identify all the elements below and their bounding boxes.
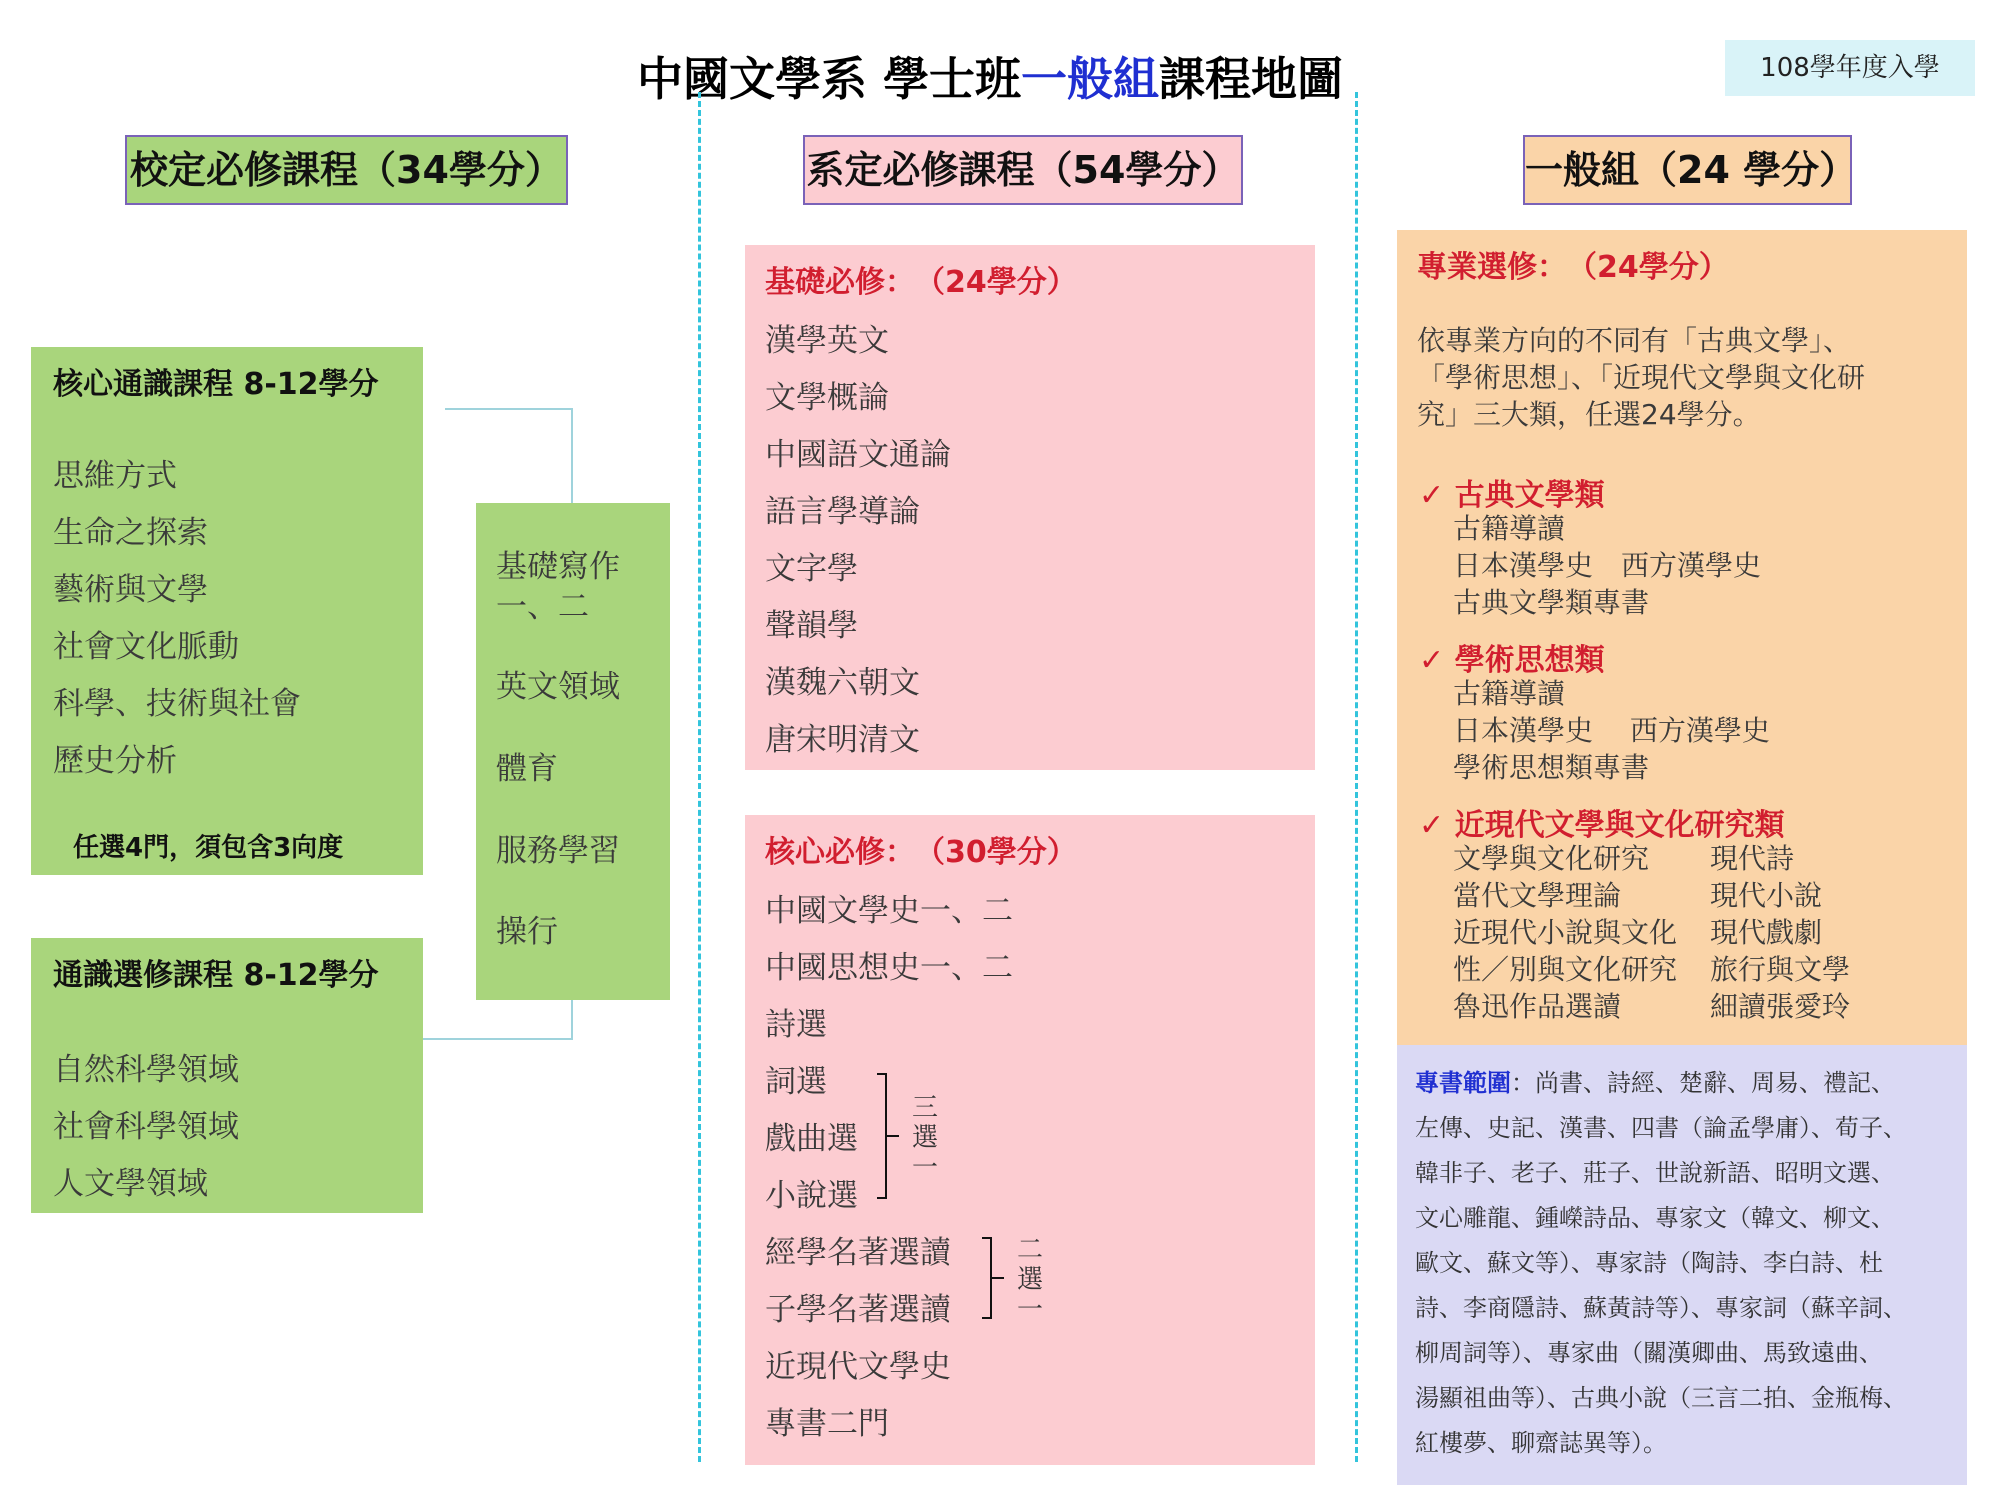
elective-ge-list <box>53 1044 239 1215</box>
column-divider-right <box>1355 92 1358 1462</box>
category-name: 近現代文學與文化研究類 <box>1454 808 1785 843</box>
book-scope-box <box>1397 1045 1967 1485</box>
connector-top <box>445 408 573 503</box>
list-item: 詞選 <box>765 1064 827 1100</box>
list-item: 學術思想類專書 <box>1453 751 1650 784</box>
core-ge-title: 核心通識課程 8-12學分 <box>53 367 379 402</box>
foundation-required-box <box>745 245 1315 770</box>
choose-two-bracket <box>982 1237 992 1319</box>
choose-three-label-char: 選 <box>911 1123 938 1153</box>
column-divider-left <box>698 92 701 1462</box>
list-item: 文字學 <box>765 551 858 587</box>
university-required-header: 校定必修課程（34學分） <box>125 135 568 205</box>
title-prefix: 中國文學系 學士班 <box>636 52 1021 106</box>
list-item: 經學名著選讀 <box>765 1235 951 1271</box>
elective-intro-line: 究」三大類，任選24學分。 <box>1417 398 1761 431</box>
foundation-required-list <box>765 315 951 771</box>
elective-ge-title: 通識選修課程 8-12學分 <box>53 958 379 993</box>
list-item: 藝術與文學 <box>53 572 208 608</box>
title-highlight: 一般組 <box>1021 52 1159 106</box>
list-item: 自然科學領域 <box>53 1052 239 1088</box>
core-required-title: 核心必修： （30學分） <box>765 835 1077 870</box>
book-scope-line: 文心雕龍、鍾嶸詩品、專家文（韓文、柳文、 <box>1415 1204 1895 1232</box>
list-item: 人文學領域 <box>53 1166 208 1202</box>
choose-three-label-char: 三 <box>911 1093 938 1123</box>
book-scope-line: 歐文、蘇文等）、專家詩（陶詩、李白詩、杜 <box>1415 1249 1883 1277</box>
core-ge-box <box>31 347 423 875</box>
list-item: 現代戲劇 <box>1710 916 1823 949</box>
category-name: 學術思想類 <box>1454 643 1605 678</box>
core-required-box <box>745 815 1315 1465</box>
book-scope-line: 左傳、史記、漢書、四書（論孟學庸）、荀子、 <box>1415 1114 1907 1142</box>
category-name: 古典文學類 <box>1454 478 1605 513</box>
list-item: 思維方式 <box>53 458 177 494</box>
department-required-header: 系定必修課程（54學分） <box>803 135 1243 205</box>
list-item: 語言學導論 <box>765 494 920 530</box>
list-item: 漢魏六朝文 <box>765 665 920 701</box>
list-item: 唐宋明清文 <box>765 722 920 758</box>
elective-intro-line: 依專業方向的不同有「古典文學」、 <box>1417 324 1852 357</box>
list-item: 古籍導讀 <box>1453 677 1566 710</box>
list-item: 服務學習 <box>496 833 620 869</box>
list-item: 中國文學史一、二 <box>765 893 1013 929</box>
book-scope-text <box>1415 1061 1955 1466</box>
check-icon: ✓ <box>1419 643 1445 678</box>
list-item: 基礎寫作 <box>496 549 620 585</box>
book-scope-label: 專書範圍 <box>1415 1069 1511 1097</box>
list-item: 操行 <box>496 914 558 950</box>
book-scope-line: 柳周詞等）、專家曲（關漢卿曲、馬致遠曲、 <box>1415 1339 1883 1367</box>
list-item: 日本漢學史 西方漢學史 <box>1453 549 1762 582</box>
list-item: 文學與文化研究 <box>1453 842 1650 875</box>
book-scope-line-text: ：尚書、詩經、楚辭、周易、禮記、 <box>1511 1069 1895 1097</box>
list-item: 社會文化脈動 <box>53 629 239 665</box>
professional-elective-title: 專業選修： （24學分） <box>1417 250 1729 285</box>
choose-two-label <box>1015 1235 1045 1325</box>
list-item: 專書二門 <box>765 1406 889 1442</box>
title-suffix: 課程地圖 <box>1159 52 1343 106</box>
elective-ge-box <box>31 938 423 1213</box>
book-scope-line: 韓非子、老子、莊子、世說新語、昭明文選、 <box>1415 1159 1895 1187</box>
general-track-header: 一般組（24 學分） <box>1523 135 1852 205</box>
book-scope-line: 湯顯祖曲等）、古典小說（三言二拍、金瓶梅、 <box>1415 1384 1907 1412</box>
core-ge-note: 任選4門，須包含3向度 <box>73 833 344 863</box>
list-item: 現代小說 <box>1710 879 1823 912</box>
core-ge-list <box>53 450 301 792</box>
basic-courses-box <box>476 503 670 1000</box>
list-item: 文學概論 <box>765 380 889 416</box>
list-item: 詩選 <box>765 1007 827 1043</box>
elective-intro-line: 「學術思想」、「近現代文學與文化研 <box>1417 361 1866 394</box>
choose-two-bracket-tick <box>992 1277 1004 1279</box>
list-item: 日本漢學史 西方漢學史 <box>1453 714 1770 747</box>
list-item: 科學、技術與社會 <box>53 686 301 722</box>
choose-two-label-char: 選 <box>1016 1265 1043 1295</box>
list-item: 英文領域 <box>496 669 620 705</box>
choose-three-bracket-tick <box>887 1135 899 1137</box>
list-item: 古典文學類專書 <box>1453 586 1650 619</box>
list-item: 現代詩 <box>1710 842 1795 875</box>
professional-elective-box <box>1397 230 1967 1045</box>
category-classical-title <box>1419 470 1605 514</box>
list-item: 近現代文學史 <box>765 1349 951 1385</box>
category-thought-title <box>1419 635 1605 679</box>
list-item: 聲韻學 <box>765 608 858 644</box>
book-scope-line: 詩、李商隱詩、蘇黃詩等）、專家詞（蘇辛詞、 <box>1415 1294 1907 1322</box>
list-item: 一、二 <box>496 589 589 625</box>
list-item: 魯迅作品選讀 <box>1453 990 1622 1023</box>
list-item: 戲曲選 <box>765 1121 858 1157</box>
year-badge: 108學年度入學 <box>1725 40 1975 96</box>
check-icon: ✓ <box>1419 808 1445 843</box>
choose-three-bracket <box>877 1073 887 1199</box>
list-item: 近現代小說與文化 <box>1453 916 1678 949</box>
book-scope-line: 紅樓夢、聊齋誌異等）。 <box>1415 1429 1667 1457</box>
choose-three-label-char: 一 <box>911 1153 938 1183</box>
choose-two-label-char: 二 <box>1016 1235 1043 1265</box>
book-scope-line <box>1415 1061 1955 1106</box>
list-item: 社會科學領域 <box>53 1109 239 1145</box>
list-item: 當代文學理論 <box>1453 879 1622 912</box>
choose-three-label <box>910 1093 940 1183</box>
list-item: 性／別與文化研究 <box>1453 953 1678 986</box>
foundation-required-title: 基礎必修： （24學分） <box>765 265 1077 300</box>
list-item: 體育 <box>496 751 558 787</box>
list-item: 漢學英文 <box>765 323 889 359</box>
list-item: 古籍導讀 <box>1453 512 1566 545</box>
list-item: 小說選 <box>765 1178 858 1214</box>
list-item: 子學名著選讀 <box>765 1292 951 1328</box>
choose-two-label-char: 一 <box>1016 1295 1043 1325</box>
list-item: 生命之探索 <box>53 515 208 551</box>
list-item: 中國思想史一、二 <box>765 950 1013 986</box>
page-title <box>620 44 1360 114</box>
list-item: 歷史分析 <box>53 743 177 779</box>
list-item: 中國語文通論 <box>765 437 951 473</box>
list-item: 細讀張愛玲 <box>1710 990 1851 1023</box>
list-item: 旅行與文學 <box>1710 953 1851 986</box>
category-modern-title <box>1419 800 1785 844</box>
check-icon: ✓ <box>1419 478 1445 513</box>
